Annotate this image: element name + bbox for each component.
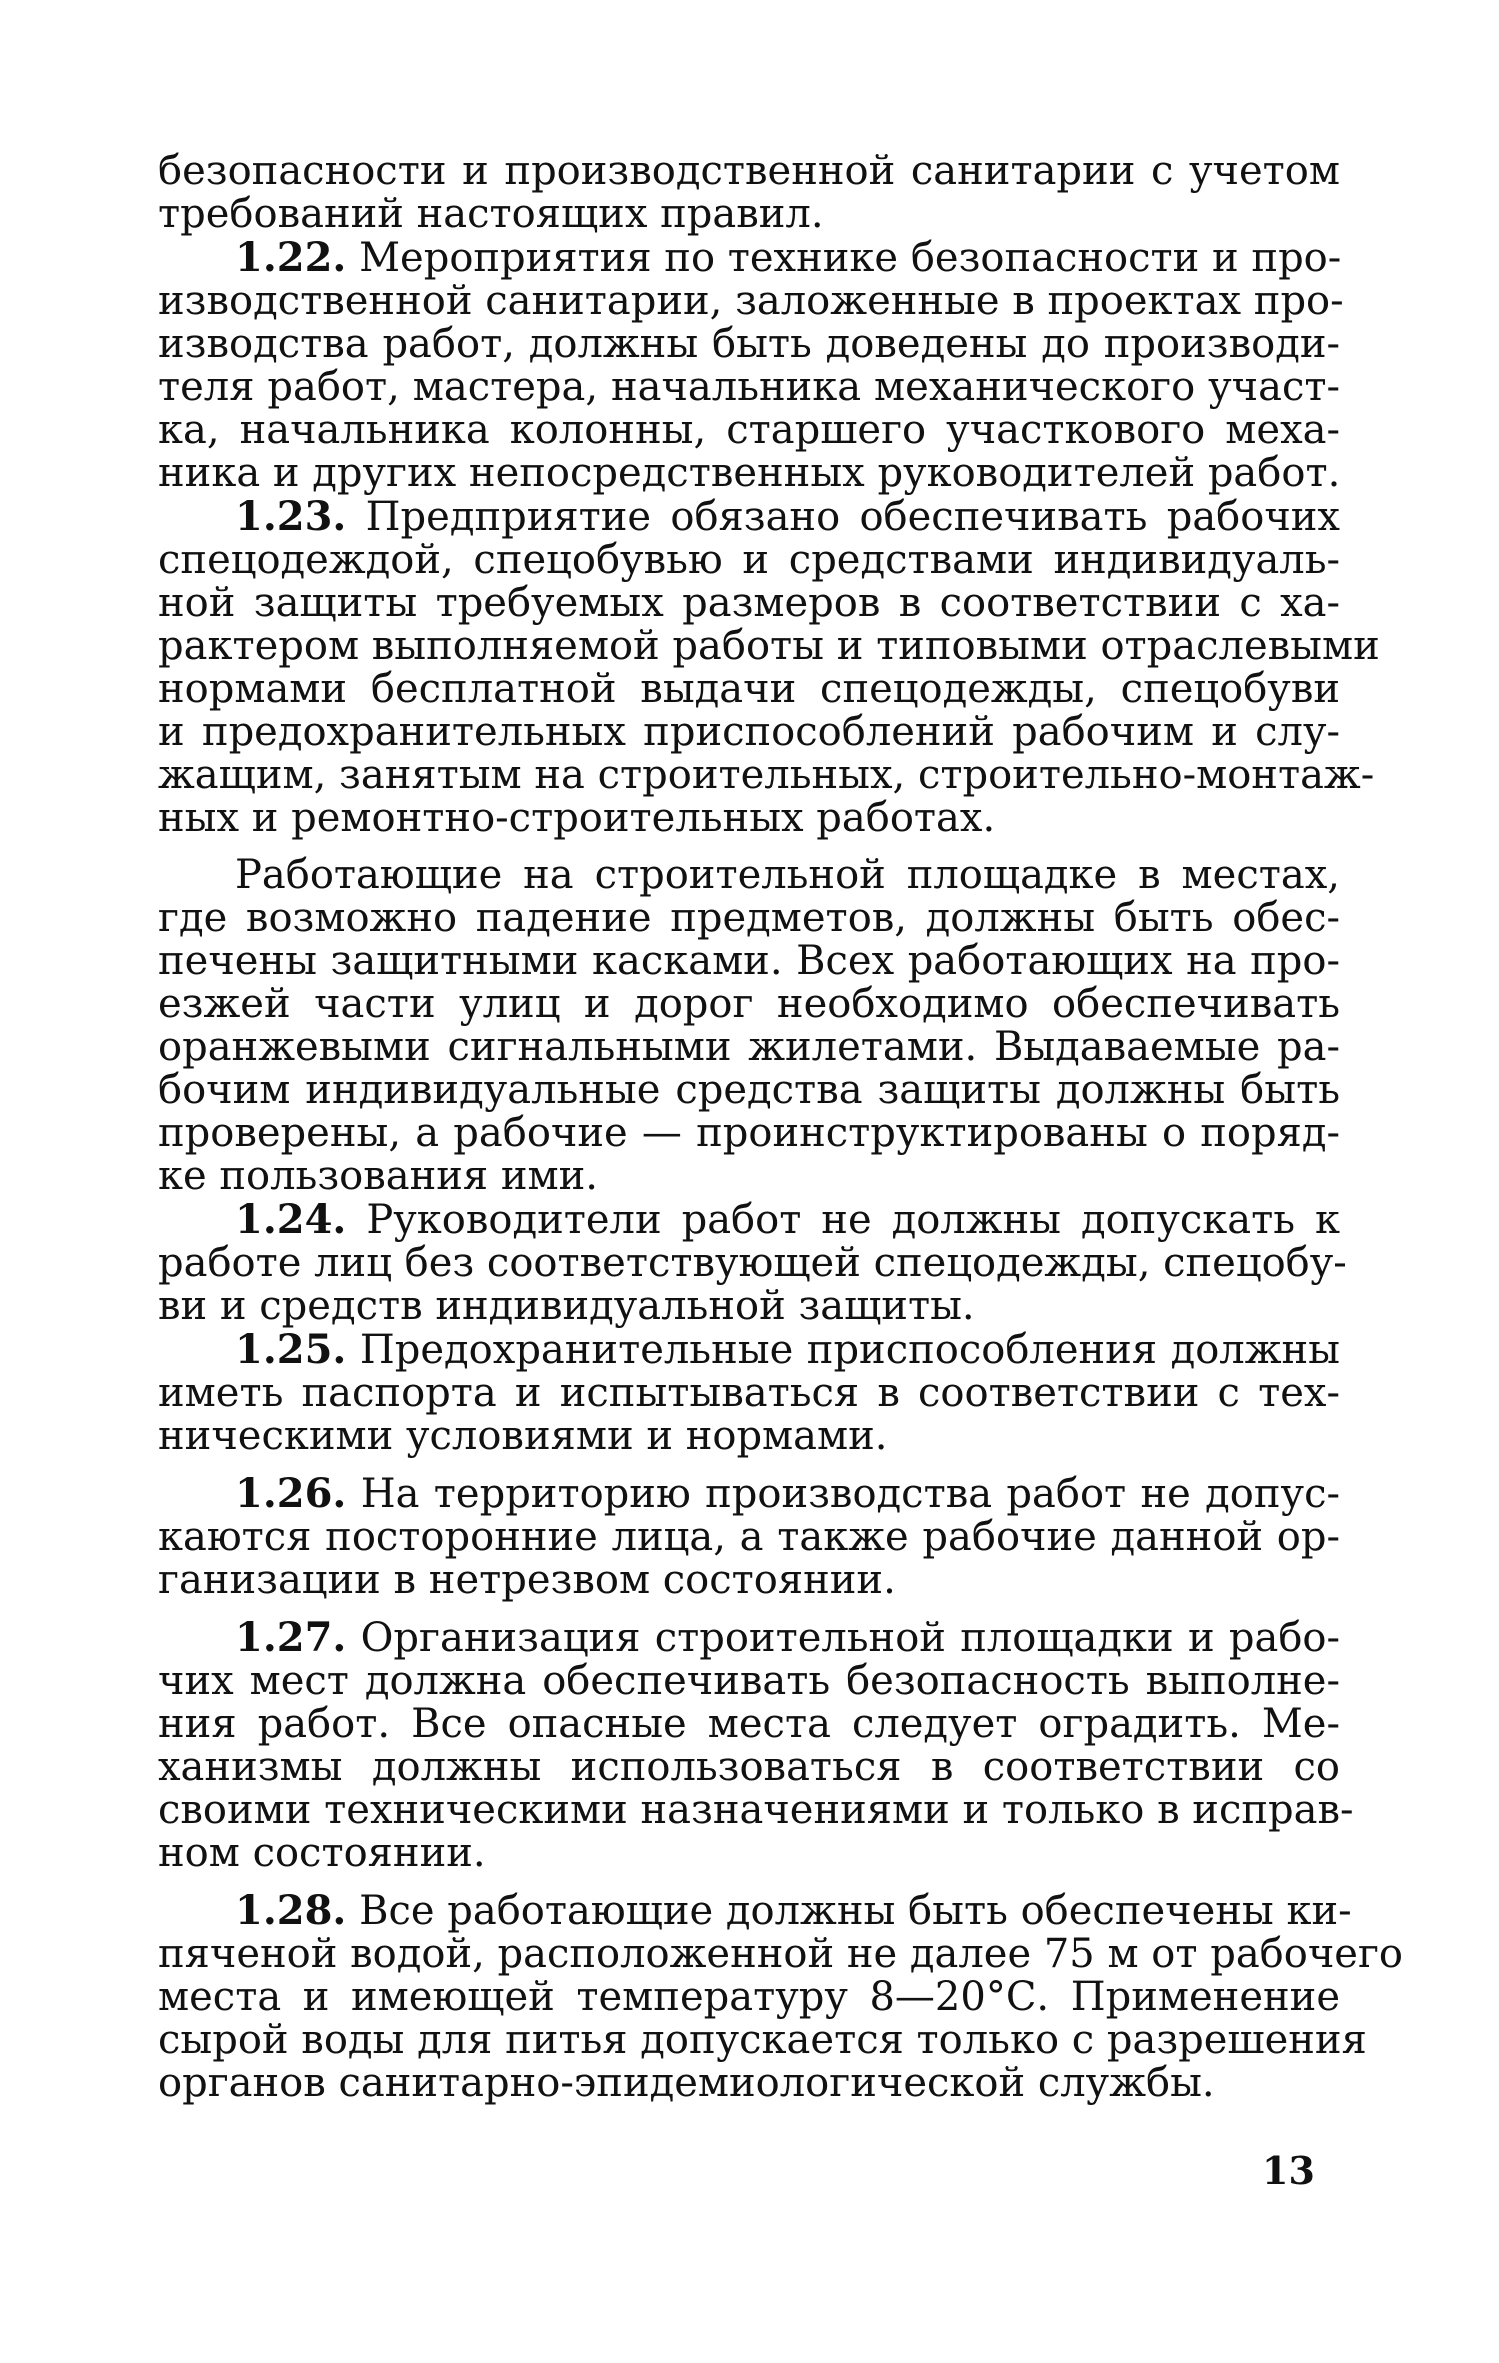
- text-line: ническими условиями и нормами.: [158, 1413, 888, 1459]
- text-line: ной защиты требуемых размеров в соответствии с ха-: [158, 580, 1340, 626]
- text-line: требований настоящих правил.: [158, 191, 824, 237]
- text-line: печены защитными касками. Всех работающих на про-: [158, 938, 1340, 984]
- text-line: [158, 1472, 1340, 1516]
- section-1-28: [158, 1887, 1403, 2106]
- text-line: своими техническими назначениями и только в исправ-: [158, 1787, 1354, 1833]
- section-1-27: [158, 1614, 1354, 1876]
- text-line: изводства работ, должны быть доведены до производи-: [158, 321, 1340, 367]
- text-line: [158, 1198, 1340, 1242]
- text-line: изводственной санитарии, заложенные в проектах про-: [158, 278, 1344, 324]
- text-line: ных и ремонтно-строительных работах.: [158, 795, 996, 841]
- text-line: [158, 236, 1340, 280]
- text-line: чих мест должна обеспечивать безопасность выполне-: [158, 1658, 1340, 1704]
- text-line: ви и средств индивидуальной защиты.: [158, 1283, 975, 1329]
- text-line: где возможно падение предметов, должны быть обес-: [158, 895, 1340, 941]
- text-line: пяченой водой, расположенной не далее 75 м от рабочего: [158, 1931, 1403, 1977]
- text-fragment: Руководители работ не должны допускать к: [366, 1197, 1340, 1243]
- text-line: ном состоянии.: [158, 1830, 486, 1876]
- text-line: ника и других непосредственных руководителей работ.: [158, 450, 1341, 496]
- text-line: сырой воды для питья допускается только с разрешения: [158, 2017, 1367, 2063]
- document-page: [158, 148, 1403, 2106]
- text-line: [158, 495, 1340, 539]
- text-line: оранжевыми сигнальными жилетами. Выдаваемые ра-: [158, 1024, 1340, 1070]
- section-number: 1.27.: [235, 1614, 347, 1661]
- section-number: 1.25.: [235, 1326, 347, 1373]
- section-1-24: [158, 1196, 1347, 1329]
- section-number: 1.26.: [235, 1470, 347, 1517]
- section-1-22: [158, 234, 1344, 496]
- text-line: ке пользования ими.: [158, 1153, 598, 1199]
- text-line: каются посторонние лица, а также рабочие данной ор-: [158, 1514, 1340, 1560]
- text-line: рактером выполняемой работы и типовыми отраслевыми: [158, 623, 1380, 669]
- text-line: [158, 1887, 1352, 1934]
- text-line: ганизации в нетрезвом состоянии.: [158, 1557, 896, 1603]
- text-fragment: Предохранительные приспособления должны: [359, 1327, 1340, 1373]
- section-number: 1.24.: [235, 1196, 347, 1243]
- section-1-26: [158, 1472, 1340, 1602]
- text-line: безопасности и производственной санитарии с учетом: [158, 148, 1340, 194]
- text-line: [158, 1328, 1340, 1372]
- section-number: 1.23.: [235, 493, 347, 540]
- text-fragment: Мероприятия по технике безопасности и про-: [359, 235, 1342, 281]
- text-line: ханизмы должны использоваться в соответствии со: [158, 1744, 1340, 1790]
- text-line: проверены, а рабочие — проинструктированы о поряд-: [158, 1110, 1340, 1156]
- text-line: органов санитарно-эпидемиологической службы.: [158, 2060, 1215, 2106]
- text-line: жащим, занятым на строительных, строительно-монтаж-: [158, 752, 1375, 798]
- text-fragment: Организация строительной площадки и рабо-: [360, 1615, 1341, 1661]
- page-number: 13: [1262, 2148, 1315, 2193]
- text-line: места и имеющей температуру 8—20°С. Применение: [158, 1974, 1340, 2020]
- text-line: и предохранительных приспособлений рабочим и слу-: [158, 709, 1340, 755]
- text-line: ка, начальника колонны, старшего участкового меха-: [158, 407, 1340, 453]
- section-1-25: [158, 1328, 1340, 1458]
- text-line: нормами бесплатной выдачи спецодежды, спецобуви: [158, 666, 1340, 712]
- section-number: 1.22.: [235, 234, 347, 281]
- text-line: теля работ, мастера, начальника механического участ-: [158, 364, 1340, 410]
- text-line: Работающие на строительной площадке в местах,: [235, 852, 1340, 898]
- section-1-23: [158, 493, 1380, 1199]
- text-line: спецодеждой, спецобувью и средствами индивидуаль-: [158, 537, 1340, 583]
- text-line: [158, 1616, 1340, 1660]
- text-fragment: На территорию производства работ не допус-: [360, 1471, 1341, 1517]
- text-line: бочим индивидуальные средства защиты должны быть: [158, 1067, 1340, 1113]
- text-line: иметь паспорта и испытываться в соответствии с тех-: [158, 1370, 1340, 1416]
- text-fragment: Предприятие обязано обеспечивать рабочих: [365, 494, 1340, 540]
- continuation-paragraph: [158, 150, 1340, 236]
- text-line: ния работ. Все опасные места следует оградить. Ме-: [158, 1701, 1340, 1747]
- text-line: работе лиц без соответствующей спецодежды, спецобу-: [158, 1240, 1347, 1286]
- section-number: 1.28.: [235, 1887, 347, 1934]
- text-line: езжей части улиц и дорог необходимо обеспечивать: [158, 981, 1340, 1027]
- text-fragment: Все работающие должны быть обеспечены ки-: [359, 1888, 1352, 1934]
